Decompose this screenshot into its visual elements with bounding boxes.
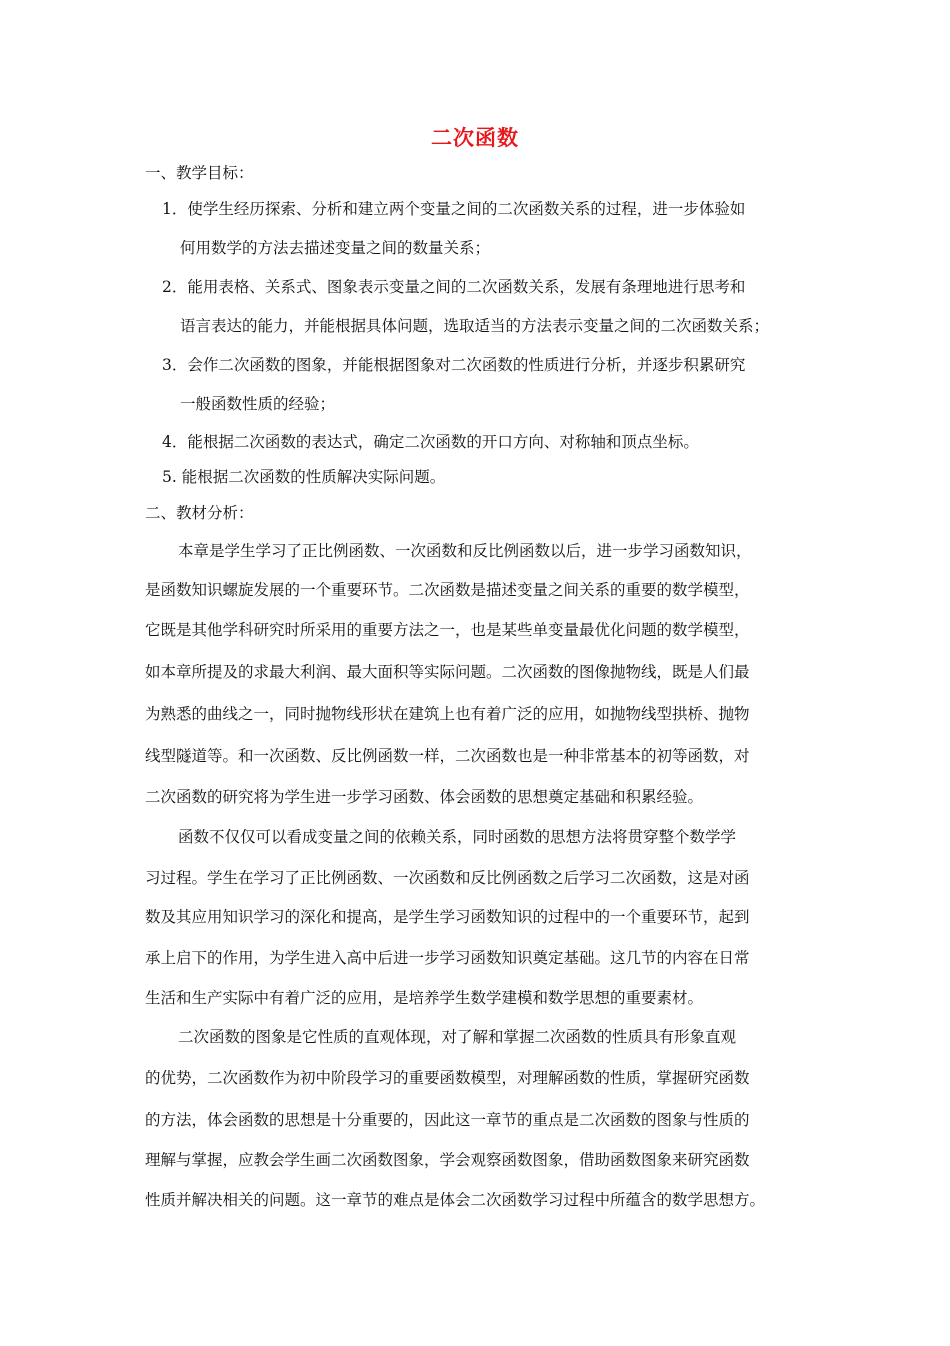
paragraph-1-line-4: 如本章所提及的求最大利润、最大面积等实际问题。二次函数的图像抛物线，既是人们最 [145, 663, 750, 681]
paragraph-3-line-3: 的方法，体会函数的思想是十分重要的，因此这一章节的重点是二次函数的图象与性质的 [145, 1111, 750, 1129]
page-title: 二次函数 [431, 125, 519, 150]
objective-3-line-1: 3．会作二次函数的图象，并能根据图象对二次函数的性质进行分析，并逐步积累研究 [162, 356, 746, 374]
objective-2-line-2: 语言表达的能力，并能根据具体问题，选取适当的方法表示变量之间的二次函数关系； [180, 317, 770, 335]
objective-5-line-1: 5. 能根据二次函数的性质解决实际问题。 [162, 468, 446, 486]
paragraph-3-line-5: 性质并解决相关的问题。这一章节的难点是体会二次函数学习过程中所蕴含的数学思想方。 [145, 1191, 766, 1209]
paragraph-1-line-1: 本章是学生学习了正比例函数、一次函数和反比例函数以后，进一步学习函数知识， [178, 542, 752, 560]
paragraph-1-line-7: 二次函数的研究将为学生进一步学习函数、体会函数的思想奠定基础和积累经验。 [145, 788, 704, 806]
objective-1-line-1: 1．使学生经历探索、分析和建立两个变量之间的二次函数关系的过程，进一步体验如 [162, 200, 746, 218]
paragraph-2-line-4: 承上启下的作用，为学生进入高中后进一步学习函数知识奠定基础。这几节的内容在日常 [145, 949, 750, 967]
objective-4-line-1: 4．能根据二次函数的表达式，确定二次函数的开口方向、对称轴和顶点坐标。 [162, 433, 699, 451]
paragraph-3-line-4: 理解与掌握，应教会学生画二次函数图象，学会观察函数图象，借助函数图象来研究函数 [145, 1151, 750, 1169]
section-heading-objectives: 一、教学目标： [145, 164, 254, 182]
paragraph-2-line-2: 习过程。学生在学习了正比例函数、一次函数和反比例函数之后学习二次函数，这是对函 [145, 869, 750, 887]
paragraph-1-line-2: 是函数知识螺旋发展的一个重要环节。二次函数是描述变量之间关系的重要的数学模型， [145, 581, 750, 599]
paragraph-1-line-3: 它既是其他学科研究时所采用的重要方法之一，也是某些单变量最优化问题的数学模型， [145, 621, 750, 639]
objective-2-line-1: 2．能用表格、关系式、图象表示变量之间的二次函数关系，发展有条理地进行思考和 [162, 278, 746, 296]
objective-3-line-2: 一般函数性质的经验； [180, 395, 336, 413]
paragraph-1-line-5: 为熟悉的曲线之一，同时抛物线形状在建筑上也有着广泛的应用，如抛物线型拱桥、抛物 [145, 705, 750, 723]
section-heading-material-analysis: 二、教材分析： [145, 504, 254, 522]
paragraph-3-line-1: 二次函数的图象是它性质的直观体现，对了解和掌握二次函数的性质具有形象直观 [178, 1028, 737, 1046]
paragraph-1-line-6: 线型隧道等。和一次函数、反比例函数一样，二次函数也是一种非常基本的初等函数，对 [145, 747, 750, 765]
objective-1-line-2: 何用数学的方法去描述变量之间的数量关系； [180, 239, 491, 257]
paragraph-2-line-1: 函数不仅仅可以看成变量之间的依赖关系，同时函数的思想方法将贯穿整个数学学 [178, 828, 737, 846]
paragraph-3-line-2: 的优势，二次函数作为初中阶段学习的重要函数模型，对理解函数的性质，掌握研究函数 [145, 1069, 750, 1087]
paragraph-2-line-5: 生活和生产实际中有着广泛的应用，是培养学生数学建模和数学思想的重要素材。 [145, 989, 704, 1007]
paragraph-2-line-3: 数及其应用知识学习的深化和提高，是学生学习函数知识的过程中的一个重要环节，起到 [145, 908, 750, 926]
